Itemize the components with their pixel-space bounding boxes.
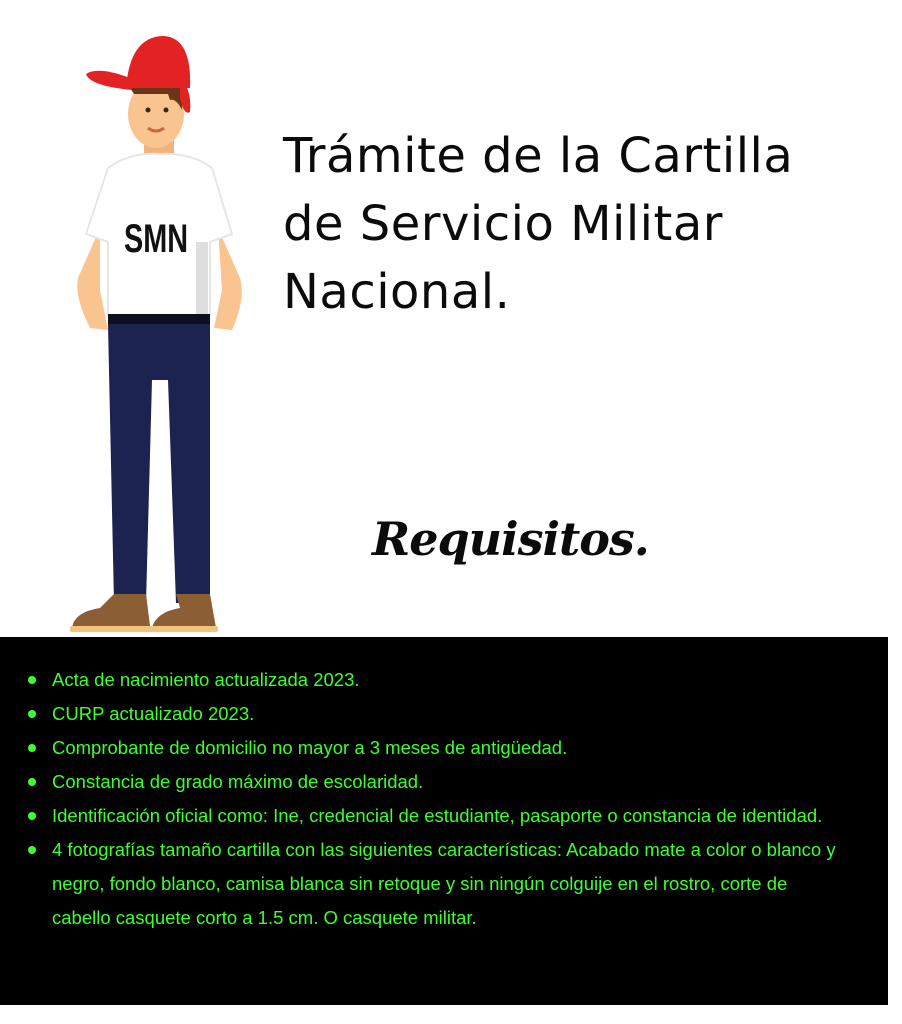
title-line-2: de Servicio Militar <box>283 196 723 252</box>
requirement-item: Acta de nacimiento actualizada 2023. <box>52 663 848 697</box>
requirements-list <box>0 637 888 935</box>
requirements-panel <box>0 637 888 1005</box>
requirement-item: CURP actualizado 2023. <box>52 697 848 731</box>
requirement-item: 4 fotografías tamaño cartilla con las siguientes características: Acabado mate a color o blanco y negro, fondo blanco, camisa blanca sin retoque y sin ningún colguije en el rostro, corte de cabello casquete corto a 1.5 cm. O casquete militar. <box>52 833 848 935</box>
page-title <box>283 122 883 326</box>
title-line-3: Nacional. <box>283 264 511 320</box>
shirt-smn-text: SMN <box>124 217 188 261</box>
requirements-heading: Requisitos. <box>372 512 649 566</box>
requirement-item: Comprobante de domicilio no mayor a 3 meses de antigüedad. <box>52 731 848 765</box>
smn-recruit-illustration <box>60 28 260 640</box>
requirement-item: Constancia de grado máximo de escolaridad. <box>52 765 848 799</box>
title-line-1: Trámite de la Cartilla <box>283 128 794 184</box>
requirement-item: Identificación oficial como: Ine, credencial de estudiante, pasaporte o constancia de identidad. <box>52 799 848 833</box>
